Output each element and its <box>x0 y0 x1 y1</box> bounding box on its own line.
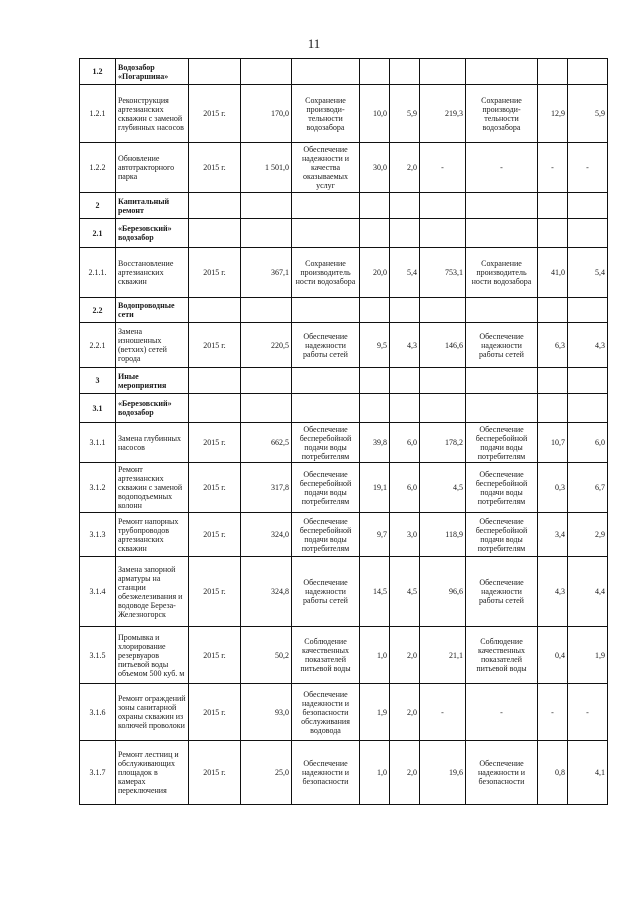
table-row <box>80 193 608 219</box>
value-cell <box>538 394 568 423</box>
row-number: 3.1.7 <box>80 741 116 805</box>
row-number: 3.1.3 <box>80 513 116 557</box>
value-cell: 19,6 <box>420 741 466 805</box>
value-cell <box>360 219 390 248</box>
value-cell <box>538 219 568 248</box>
row-number: 3.1.4 <box>80 557 116 627</box>
value-cell: 0,3 <box>538 463 568 513</box>
cost-cell: 324,0 <box>241 513 292 557</box>
value-cell <box>390 394 420 423</box>
year-cell: 2015 г. <box>189 627 241 684</box>
row-number: 3 <box>80 368 116 394</box>
year-cell: 2015 г. <box>189 323 241 368</box>
cost-cell: 367,1 <box>241 248 292 298</box>
goal-cell: Соблюдение качественных показателей питьевой воды <box>466 627 538 684</box>
year-cell <box>189 298 241 323</box>
value-cell: 1,9 <box>360 684 390 741</box>
goal-cell <box>466 368 538 394</box>
value-cell <box>538 59 568 85</box>
value-cell <box>568 394 608 423</box>
value-cell: 178,2 <box>420 423 466 463</box>
cost-cell <box>241 59 292 85</box>
value-cell: 4,3 <box>538 557 568 627</box>
year-cell <box>189 59 241 85</box>
goal-cell <box>292 59 360 85</box>
value-cell <box>420 298 466 323</box>
value-cell <box>360 368 390 394</box>
cost-cell: 317,8 <box>241 463 292 513</box>
goal-cell <box>292 368 360 394</box>
value-cell: 2,0 <box>390 143 420 193</box>
row-number: 2 <box>80 193 116 219</box>
cost-cell <box>241 219 292 248</box>
value-cell <box>538 368 568 394</box>
year-cell <box>189 368 241 394</box>
value-cell <box>360 59 390 85</box>
value-cell <box>568 193 608 219</box>
value-cell <box>568 298 608 323</box>
year-cell <box>189 193 241 219</box>
measure-name: «Березовский» водозабор <box>116 394 189 423</box>
year-cell: 2015 г. <box>189 248 241 298</box>
goal-cell <box>292 193 360 219</box>
value-cell <box>568 368 608 394</box>
measure-name: Замена глубинных насосов <box>116 423 189 463</box>
value-cell: 30,0 <box>360 143 390 193</box>
goal-cell: Соблюдение качественных показателей питьевой воды <box>292 627 360 684</box>
value-cell: 20,0 <box>360 248 390 298</box>
row-number: 1.2.1 <box>80 85 116 143</box>
goal-cell: Обеспечение бесперебойной подачи воды потребителям <box>292 463 360 513</box>
year-cell: 2015 г. <box>189 143 241 193</box>
value-cell: 1,9 <box>568 627 608 684</box>
year-cell <box>189 219 241 248</box>
goal-cell: Обеспечение надежности и безопасности <box>466 741 538 805</box>
table-row <box>80 298 608 323</box>
goal-cell: Обеспечение надежности и безопасности обслуживания водовода <box>292 684 360 741</box>
cost-cell: 324,8 <box>241 557 292 627</box>
goal-cell <box>466 394 538 423</box>
cost-cell: 1 501,0 <box>241 143 292 193</box>
goal-cell: Сохранение производи-тельности водозабора <box>466 85 538 143</box>
value-cell: 0,8 <box>538 741 568 805</box>
goal-cell: Обеспечение надежности и качества оказываемых услуг <box>292 143 360 193</box>
value-cell: 10,7 <box>538 423 568 463</box>
value-cell: 4,3 <box>390 323 420 368</box>
value-cell: 12,9 <box>538 85 568 143</box>
value-cell: 96,6 <box>420 557 466 627</box>
cost-cell <box>241 298 292 323</box>
goal-cell: Обеспечение бесперебойной подачи воды потребителям <box>466 513 538 557</box>
measure-name: Иные мероприятия <box>116 368 189 394</box>
cost-cell: 93,0 <box>241 684 292 741</box>
goal-cell: Сохранение производи-тельности водозабора <box>292 85 360 143</box>
value-cell: 2,0 <box>390 627 420 684</box>
value-cell <box>420 368 466 394</box>
value-cell: 2,0 <box>390 741 420 805</box>
value-cell <box>390 298 420 323</box>
goal-cell: Обеспечение надежности работы сетей <box>466 323 538 368</box>
table-row <box>80 59 608 85</box>
value-cell: 39,8 <box>360 423 390 463</box>
value-cell <box>360 193 390 219</box>
table-row <box>80 323 608 368</box>
value-cell <box>420 394 466 423</box>
value-cell: 6,0 <box>568 423 608 463</box>
year-cell: 2015 г. <box>189 463 241 513</box>
measure-name: «Березовский» водозабор <box>116 219 189 248</box>
value-cell: 3,0 <box>390 513 420 557</box>
value-cell <box>390 59 420 85</box>
value-cell: - <box>568 143 608 193</box>
value-cell: 10,0 <box>360 85 390 143</box>
goal-cell <box>466 59 538 85</box>
row-number: 3.1.5 <box>80 627 116 684</box>
value-cell: 9,5 <box>360 323 390 368</box>
goal-cell: Обеспечение бесперебойной подачи воды потребителям <box>466 423 538 463</box>
value-cell: 6,0 <box>390 423 420 463</box>
goal-cell <box>292 219 360 248</box>
value-cell: 4,1 <box>568 741 608 805</box>
year-cell: 2015 г. <box>189 85 241 143</box>
cost-cell: 25,0 <box>241 741 292 805</box>
value-cell: - <box>420 684 466 741</box>
value-cell <box>420 59 466 85</box>
row-number: 2.2 <box>80 298 116 323</box>
value-cell: 3,4 <box>538 513 568 557</box>
value-cell <box>420 219 466 248</box>
value-cell: 146,6 <box>420 323 466 368</box>
table-row <box>80 143 608 193</box>
year-cell: 2015 г. <box>189 684 241 741</box>
table-row <box>80 513 608 557</box>
table-row <box>80 368 608 394</box>
goal-cell: Обеспечение надежности работы сетей <box>466 557 538 627</box>
row-number: 2.1.1. <box>80 248 116 298</box>
goal-cell: - <box>466 684 538 741</box>
row-number: 3.1.6 <box>80 684 116 741</box>
goal-cell: Сохранение производитель ности водозабора <box>292 248 360 298</box>
value-cell: 0,4 <box>538 627 568 684</box>
value-cell: 21,1 <box>420 627 466 684</box>
value-cell: 6,0 <box>390 463 420 513</box>
value-cell: 4,3 <box>568 323 608 368</box>
goal-cell <box>292 394 360 423</box>
year-cell: 2015 г. <box>189 741 241 805</box>
value-cell <box>538 193 568 219</box>
value-cell: 5,9 <box>390 85 420 143</box>
measure-name: Капитальный ремонт <box>116 193 189 219</box>
measure-name: Ремонт артезианских скважин с заменой водоподъемных колонн <box>116 463 189 513</box>
goal-cell <box>466 219 538 248</box>
goal-cell: Обеспечение бесперебойной подачи воды потребителям <box>292 423 360 463</box>
goal-cell: Обеспечение бесперебойной подачи воды потребителям <box>292 513 360 557</box>
value-cell: 19,1 <box>360 463 390 513</box>
goal-cell: Обеспечение надежности работы сетей <box>292 557 360 627</box>
value-cell: - <box>420 143 466 193</box>
measure-name: Замена запорной арматуры на станции обезжелезивания и водоводе Береза-Железногорск <box>116 557 189 627</box>
measure-name: Ремонт лестниц и обслуживающих площадок в камерах переключения <box>116 741 189 805</box>
goal-cell: Обеспечение бесперебойной подачи воды потребителям <box>466 463 538 513</box>
value-cell <box>568 219 608 248</box>
value-cell <box>390 219 420 248</box>
value-cell <box>538 298 568 323</box>
table-row <box>80 85 608 143</box>
row-number: 3.1 <box>80 394 116 423</box>
goal-cell <box>292 298 360 323</box>
cost-cell <box>241 394 292 423</box>
cost-cell <box>241 193 292 219</box>
table-row <box>80 394 608 423</box>
row-number: 2.1 <box>80 219 116 248</box>
goal-cell: Сохранение производитель ности водозабора <box>466 248 538 298</box>
measure-name: Ремонт ограждений зоны санитарной охраны скважин из колючей проволоки <box>116 684 189 741</box>
table-row <box>80 627 608 684</box>
row-number: 3.1.2 <box>80 463 116 513</box>
value-cell: 5,9 <box>568 85 608 143</box>
value-cell: 2,9 <box>568 513 608 557</box>
page-number: 11 <box>307 36 321 51</box>
value-cell: 753,1 <box>420 248 466 298</box>
table-row <box>80 557 608 627</box>
value-cell: 4,4 <box>568 557 608 627</box>
table-row <box>80 248 608 298</box>
row-number: 1.2.2 <box>80 143 116 193</box>
value-cell: 5,4 <box>390 248 420 298</box>
value-cell: - <box>568 684 608 741</box>
value-cell: 5,4 <box>568 248 608 298</box>
value-cell: 6,3 <box>538 323 568 368</box>
row-number: 1.2 <box>80 59 116 85</box>
measure-name: Ремонт напорных трубопроводов артезианских скважин <box>116 513 189 557</box>
table-row <box>80 423 608 463</box>
goal-cell: Обеспечение надежности и безопасности <box>292 741 360 805</box>
value-cell <box>360 394 390 423</box>
value-cell <box>420 193 466 219</box>
goal-cell <box>466 193 538 219</box>
cost-cell: 220,5 <box>241 323 292 368</box>
value-cell: 118,9 <box>420 513 466 557</box>
cost-cell: 662,5 <box>241 423 292 463</box>
value-cell: 1,0 <box>360 741 390 805</box>
value-cell: 4,5 <box>390 557 420 627</box>
value-cell: 2,0 <box>390 684 420 741</box>
table-row <box>80 741 608 805</box>
measure-name: Обновление автотракторного парка <box>116 143 189 193</box>
value-cell: 4,5 <box>420 463 466 513</box>
value-cell <box>390 368 420 394</box>
goal-cell: Обеспечение надежности работы сетей <box>292 323 360 368</box>
value-cell: 219,3 <box>420 85 466 143</box>
measure-name: Реконструкция артезианских скважин с заменой глубинных насосов <box>116 85 189 143</box>
table-row <box>80 219 608 248</box>
measure-name: Восстановление артезианских скважин <box>116 248 189 298</box>
year-cell: 2015 г. <box>189 513 241 557</box>
value-cell: 41,0 <box>538 248 568 298</box>
value-cell: - <box>538 143 568 193</box>
value-cell: 6,7 <box>568 463 608 513</box>
measure-name: Водопроводные сети <box>116 298 189 323</box>
cost-cell: 170,0 <box>241 85 292 143</box>
value-cell: - <box>538 684 568 741</box>
value-cell: 9,7 <box>360 513 390 557</box>
measure-name: Замена изношенных (ветхих) сетей города <box>116 323 189 368</box>
value-cell <box>360 298 390 323</box>
year-cell <box>189 394 241 423</box>
value-cell <box>568 59 608 85</box>
row-number: 3.1.1 <box>80 423 116 463</box>
measures-table <box>79 58 608 805</box>
year-cell: 2015 г. <box>189 423 241 463</box>
table-row <box>80 684 608 741</box>
measure-name: Промывка и хлорирование резервуаров питьевой воды объемом 500 куб. м <box>116 627 189 684</box>
value-cell: 1,0 <box>360 627 390 684</box>
value-cell: 14,5 <box>360 557 390 627</box>
row-number: 2.2.1 <box>80 323 116 368</box>
value-cell <box>390 193 420 219</box>
goal-cell <box>466 298 538 323</box>
cost-cell <box>241 368 292 394</box>
measure-name: Водозабор «Погаршина» <box>116 59 189 85</box>
table-row <box>80 463 608 513</box>
year-cell: 2015 г. <box>189 557 241 627</box>
goal-cell: - <box>466 143 538 193</box>
cost-cell: 50,2 <box>241 627 292 684</box>
